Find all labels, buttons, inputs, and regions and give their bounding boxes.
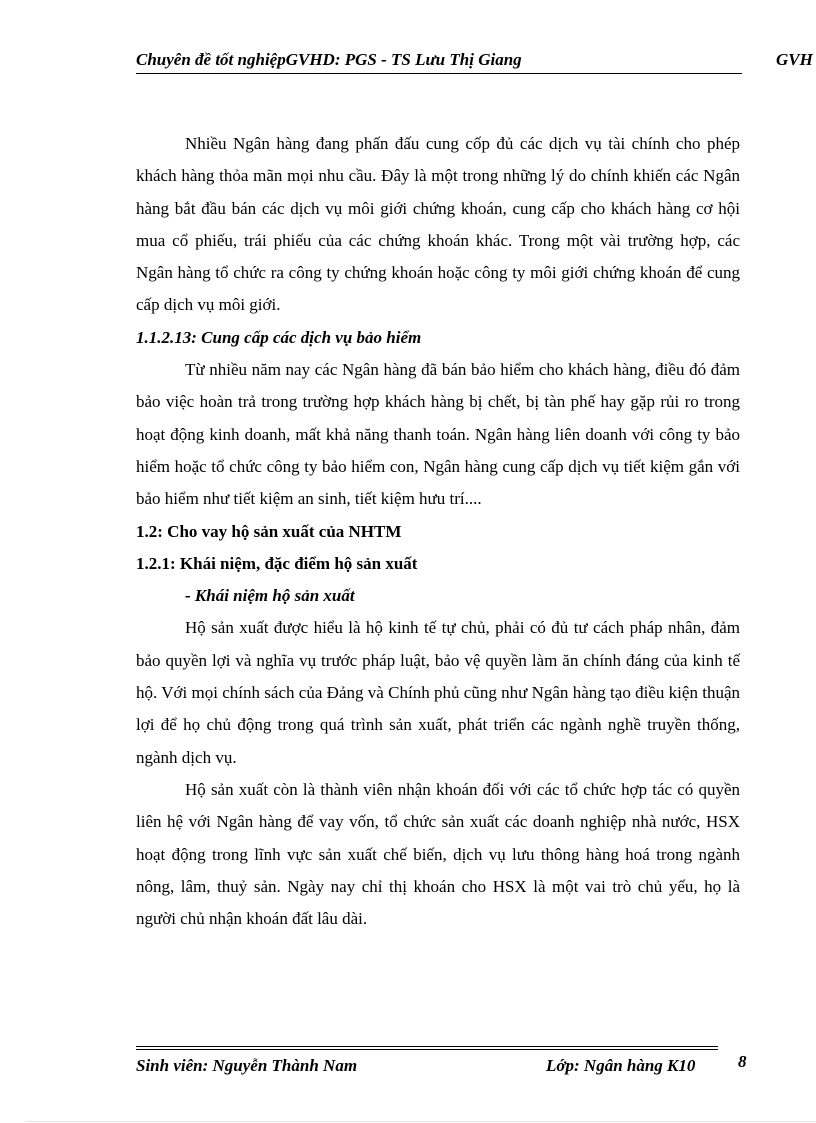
section-heading-household-concept: 1.2.1: Khái niệm, đặc điểm hộ sản xuất (136, 553, 418, 573)
paragraph-household-definition: Hộ sản xuất được hiểu là hộ kinh tế tự chủ, phải có đủ tư cách pháp nhân, đảm bảo quyền lợi và nghĩa vụ trước pháp luật, bảo vệ quyền làm ăn chính đáng của kinh tế hộ. Với mọi chính sách của Đảng và Chính phủ cũng như Ngân hàng tạo điều kiện thuận lợi để họ chủ động trong quá trình sản xuất, phát triển các ngành nghề truyền thống, ngành dịch vụ. (136, 618, 740, 767)
header-rule (136, 73, 742, 74)
footer-student-name: Sinh viên: Nguyễn Thành Nam (136, 1056, 358, 1075)
page-number: 8 (738, 1052, 747, 1071)
header-title: Chuyên đề tốt nghiệpGVHD: PGS - TS Lưu Thị Giang (136, 50, 522, 69)
subheading-household-definition: - Khái niệm hộ sản xuất (185, 586, 355, 606)
paragraph-securities-brokerage: Nhiều Ngân hàng đang phấn đấu cung cốp đủ các dịch vụ tài chính cho phép khách hàng thỏa mãn mọi nhu cầu. Đây là một trong những lý do chính khiến các Ngân hàng bắt đầu bán các dịch vụ môi giới chứng khoán, cung cấp cho khách hàng cơ hội mua cổ phiếu, trái phiếu của các chứng khoán khác. Trong một vài trường hợp, các Ngân hàng tổ chức ra công ty chứng khoán hoặc công ty môi giới chứng khoán để cung cấp dịch vụ môi giới. (136, 134, 740, 315)
footer-rule-top (136, 1046, 718, 1047)
header-right-text: GVH (776, 50, 813, 69)
page-footer (136, 1046, 756, 1086)
section-heading-insurance: 1.1.2.13: Cung cấp các dịch vụ bảo hiểm (136, 327, 422, 347)
footer-class-name: Lớp: Ngân hàng K10 (546, 1056, 696, 1075)
section-heading-household-lending: 1.2: Cho vay hộ sản xuất của NHTM (136, 521, 402, 541)
page-bottom-edge (26, 1121, 816, 1122)
paragraph-household-contracting: Hộ sản xuất còn là thành viên nhận khoán đối với các tổ chức hợp tác có quyền liên hệ với Ngân hàng để vay vốn, tổ chức sản xuất các doanh nghiệp nhà nước, HSX hoạt động trong lĩnh vực sản xuất chế biến, dịch vụ lưu thông hàng hoá trong ngành nông, lâm, thuỷ sản. Ngày nay chỉ thị khoán cho HSX là một vai trò chủ yếu, họ là người chủ nhận khoán đất lâu dài. (136, 779, 740, 929)
document-body (136, 128, 740, 935)
paragraph-insurance: Từ nhiều năm nay các Ngân hàng đã bán bảo hiểm cho khách hàng, điều đó đảm bảo việc hoàn trả trong trường hợp khách hàng bị chết, bị tàn phế hay gặp rủi ro trong hoạt động kinh doanh, mất khả năng thanh toán. Ngân hàng liên doanh với công ty bảo hiểm hoặc tổ chức công ty bảo hiểm con, Ngân hàng cung cấp dịch vụ tiết kiệm gắn với bảo hiểm như tiết kiệm an sinh, tiết kiệm hưu trí.... (136, 360, 740, 509)
footer-rule-bottom (136, 1049, 718, 1050)
page-header (136, 50, 816, 74)
